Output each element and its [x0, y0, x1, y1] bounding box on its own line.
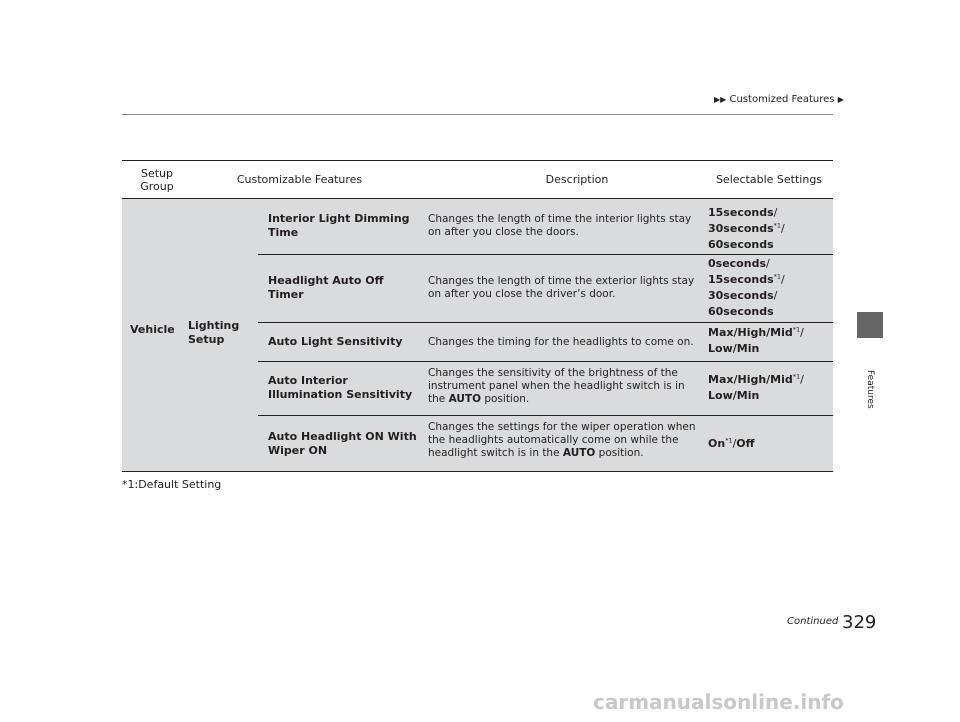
setting-options: Max/High/Mid: [708, 373, 793, 386]
setting-option: 30seconds: [708, 222, 774, 235]
feature-name: Auto Interior Illumination Sensitivity: [268, 374, 413, 401]
chapter-tab[interactable]: [857, 312, 883, 338]
default-marker: *1: [792, 372, 801, 381]
setting-separator: /: [773, 206, 778, 219]
description-emphasis: AUTO: [448, 393, 481, 405]
subgroup-lighting-setup: Lighting Setup: [188, 319, 240, 346]
selectable-settings: Max/High/Mid$^{*1}$/ Low/Min: [708, 372, 804, 402]
setting-options: Low/Min: [708, 389, 760, 402]
default-marker: *1: [725, 436, 733, 445]
setting-option: On: [708, 437, 726, 450]
feature-description: [428, 367, 698, 409]
feature-name: Auto Light Sensitivity: [268, 335, 403, 348]
setting-option: 60seconds: [708, 305, 774, 318]
header-setup-group: Setup Group: [140, 166, 174, 193]
setting-option: 0seconds: [708, 257, 766, 270]
feature-name: Auto Headlight ON With Wiper ON: [268, 430, 417, 457]
group-vehicle: Vehicle: [130, 323, 175, 336]
breadcrumb: [714, 94, 844, 105]
selectable-settings: Max/High/Mid$^{*1}$/ Low/Min: [708, 325, 804, 355]
setting-option: 30seconds: [708, 289, 774, 302]
feature-name: Headlight Auto Off Timer: [268, 274, 384, 301]
table-body: [122, 199, 833, 471]
description-emphasis: AUTO: [562, 447, 596, 459]
feature-description: Changes the length of time the interior lights stay on after you close the doors.: [428, 213, 692, 238]
settings-table: [122, 160, 833, 472]
description-text: Changes the settings for the wiper operation when the headlights automatically come on while the headlight switch is in the: [428, 421, 696, 459]
breadcrumb-tail-arrow-icon: ▶: [837, 95, 844, 104]
description-text: position.: [481, 393, 530, 405]
table-row: [258, 323, 833, 361]
setting-option: 15seconds: [708, 206, 774, 219]
feature-description: Changes the length of time the exterior lights stay on after you close the driver’s door.: [428, 275, 695, 300]
feature-description: [428, 421, 698, 463]
breadcrumb-section[interactable]: Customized Features: [729, 94, 835, 105]
table-header: [122, 160, 833, 199]
chapter-tab-label: Features: [865, 370, 875, 409]
selectable-settings: [708, 201, 833, 256]
description-text: Changes the sensitivity of the brightness of the instrument panel when the headlight switch is in the: [428, 367, 685, 405]
setting-option: 60seconds: [708, 238, 774, 251]
feature-description: Changes the timing for the headlights to come on.: [428, 335, 694, 348]
page-number: 329: [842, 612, 877, 633]
default-marker: *1: [773, 272, 782, 281]
header-selectable-settings: Selectable Settings: [715, 173, 823, 186]
footnote: *1:Default Setting: [122, 478, 222, 491]
setting-separator: /: [766, 257, 770, 270]
table-bottom-rule: [122, 471, 833, 472]
header-customizable-features: Customizable Features: [236, 173, 363, 186]
selectable-settings: On$^{*1}$/Off: [708, 436, 755, 450]
setting-separator: /: [781, 222, 785, 235]
setting-options: Low/Min: [708, 342, 760, 355]
feature-name: Interior Light Dimming Time: [268, 212, 410, 239]
setting-options: Max/High/Mid: [708, 326, 793, 339]
watermark: carmanualsonline.info: [593, 690, 844, 714]
setting-separator: /: [773, 289, 778, 302]
default-marker: *1: [773, 221, 782, 230]
header-description: Description: [545, 173, 609, 186]
table-row: [258, 362, 833, 415]
default-marker: *1: [792, 325, 801, 334]
setting-option: Off: [736, 437, 755, 450]
table-row: [258, 416, 833, 471]
continued-label: Continued: [787, 616, 839, 627]
description-text: position.: [595, 447, 644, 459]
table-row: [258, 255, 833, 322]
selectable-settings: [708, 255, 833, 323]
setting-separator: /: [781, 273, 785, 286]
table-row: [258, 199, 833, 254]
setting-option: 15seconds: [708, 273, 774, 286]
header-rule: [122, 114, 833, 115]
breadcrumb-arrows-icon: ▶▶: [714, 95, 727, 104]
